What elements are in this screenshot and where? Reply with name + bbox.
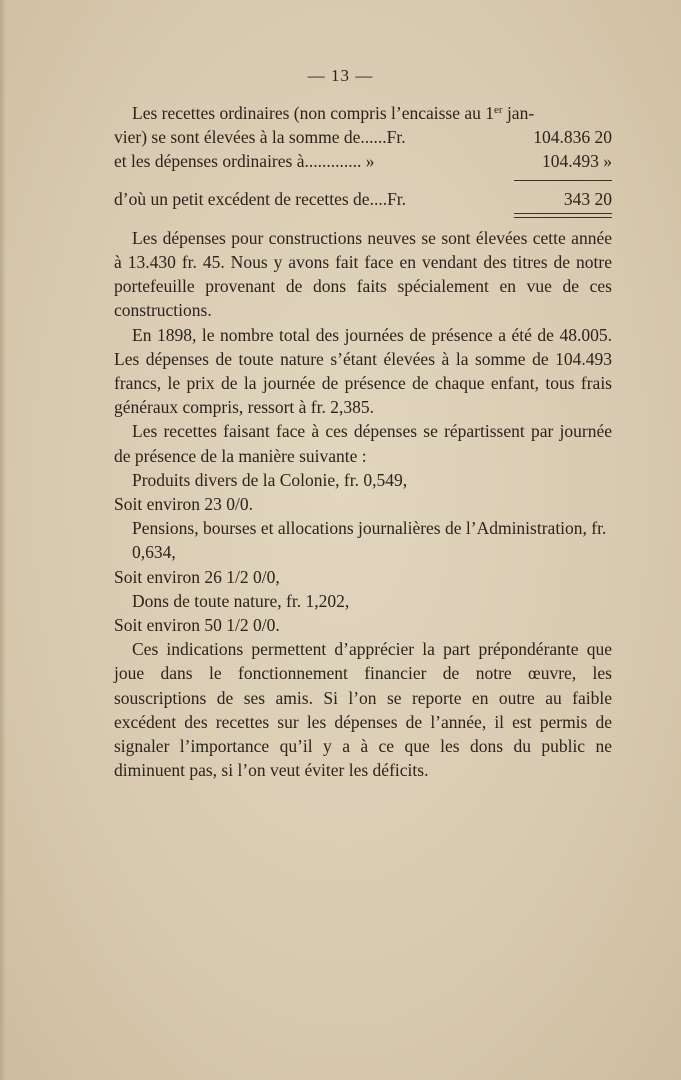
paragraph-constructions: Les dépenses pour constructions neuves se sont élevées cette année à 13.430 fr. 45. Nous y avons fait face en vendant des titres de notre portefeuille provenant de dons faits spécialement en vue de ces constructions. [114,227,612,321]
page-number: — 13 — [307,66,374,85]
recettes-label-month: jan- [502,103,535,123]
ledger-row-excedent [114,187,612,211]
breakdown-share-produits: Soit environ 23 0/0. [114,494,254,515]
recettes-amount: 104.836 20 [533,127,612,148]
breakdown-item-pensions: Pensions, bourses et allocations journalières de l’Administration, fr. 0,634, [132,518,607,563]
paragraph-conclusion: Ces indications permettent d’apprécier la part prépondérante que joue dans le fonctionnement financier de notre œuvre, les souscriptions de ses amis. Si l’on se reporte en outre au faible excédent des recettes sur les dépenses de l’année, il est permis de signaler l’importance qu’il y a à ce que les dons du public ne diminuent pas, si l’on veut éviter les déficits. [114,639,612,781]
depenses-label: et les dépenses ordinaires à............. » [114,151,375,172]
breakdown-item-produits: Produits divers de la Colonie, fr. 0,549, [132,469,408,490]
breakdown-share-dons: Soit environ 50 1/2 0/0. [114,615,280,636]
paragraph-repartition: Les recettes faisant face à ces dépenses se répartissent par journée de présence de la manière suivante : [114,421,612,466]
recettes-label-day: 1 [480,103,495,123]
excedent-label: d’où un petit excédent de recettes de....Fr. [114,188,407,209]
ledger-intro [114,98,612,125]
sum-rule [514,180,612,181]
ledger-row-recettes [114,125,612,149]
total-double-rule [514,213,612,218]
breakdown-share-pensions: Soit environ 26 1/2 0/0, [114,566,280,587]
paragraph-journees: En 1898, le nombre total des journées de présence a été de 48.005. Les dépenses de toute nature s’étant élevées à la somme de 104.493 francs, le prix de la journée de présence de chaque enfant, tous frais généraux compris, ressort à fr. 2,385. [114,324,612,418]
depenses-amount: 104.493 » [542,151,612,172]
page-edge-shadow [0,0,6,1080]
ledger-row-depenses [114,149,612,173]
recettes-label-line1: Les recettes ordinaires (non compris l’encaisse au [132,103,481,123]
excedent-amount: 343 20 [563,188,612,209]
recettes-label: vier) se sont élevées à la somme de......Fr. [114,127,406,148]
recettes-label-sup: er [494,104,503,116]
page-body [114,98,612,782]
breakdown-item-dons: Dons de toute nature, fr. 1,202, [132,590,350,611]
